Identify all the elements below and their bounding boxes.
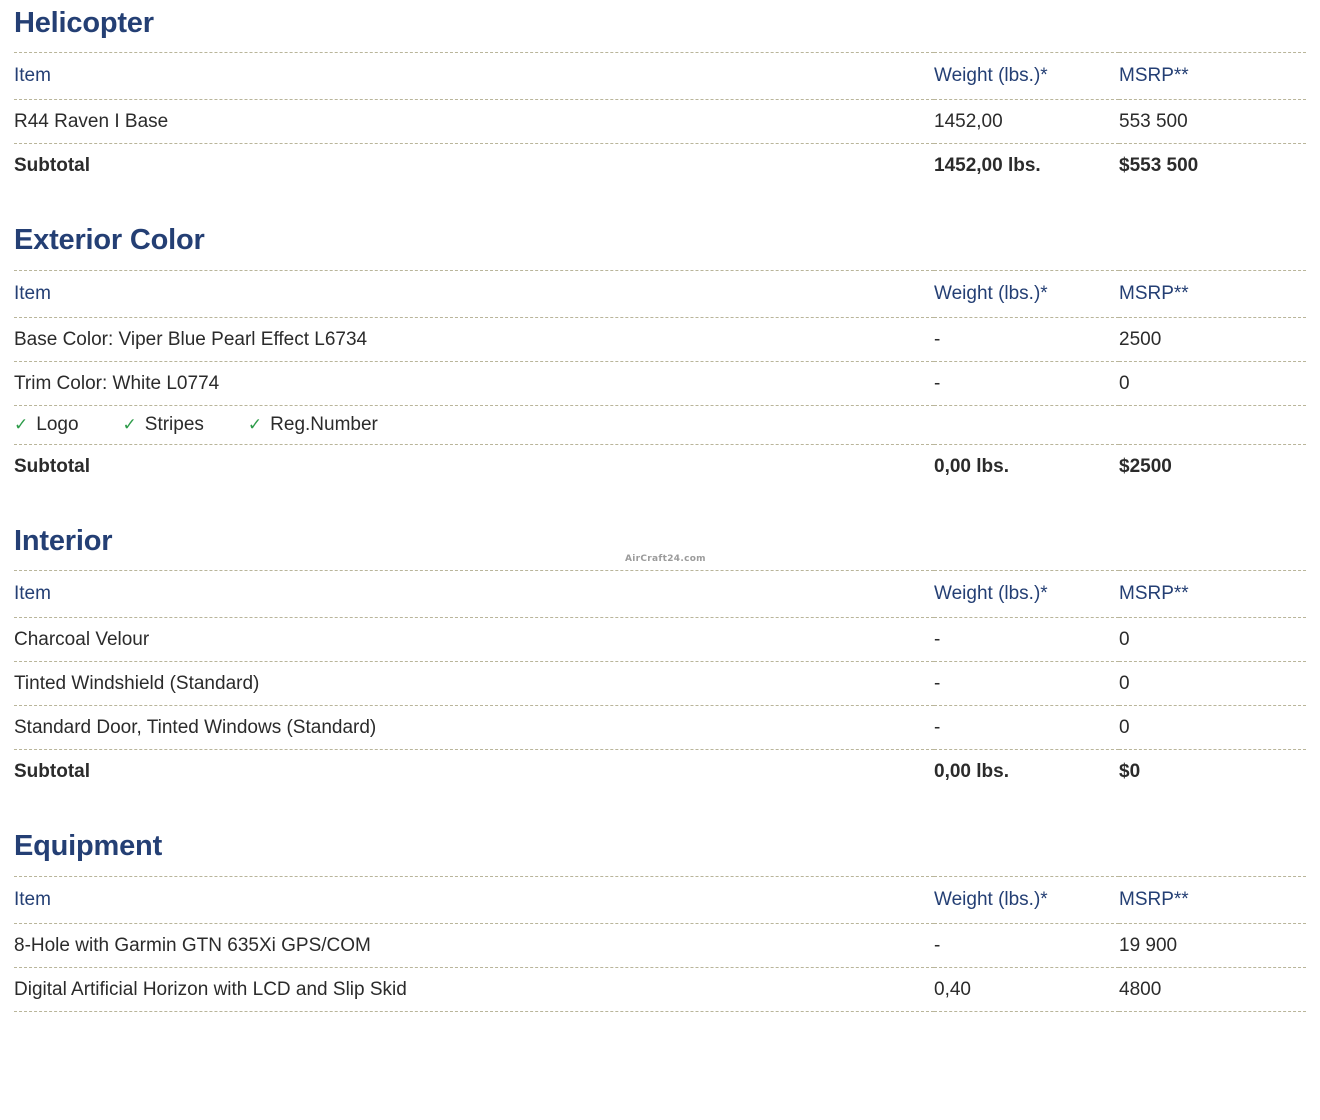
row-msrp: 0 [1119,706,1306,750]
table-row [14,662,1306,706]
row-msrp: 0 [1119,662,1306,706]
column-header-msrp: MSRP** [1119,53,1306,100]
option-label: Reg.Number [270,413,378,435]
options-cell [14,405,1306,444]
subtotal-weight: 0,00 lbs. [934,761,1009,783]
row-weight: - [934,706,1119,750]
table-row [14,923,1306,967]
spec-section [14,831,1306,1011]
table-row [14,317,1306,361]
table-header-row [14,571,1306,618]
table-options-row [14,405,1306,444]
column-header-msrp: MSRP** [1119,876,1306,923]
row-msrp: 4800 [1119,967,1306,1011]
spec-table [14,876,1306,1012]
subtotal-msrp: $553 500 [1119,155,1199,177]
spec-sheet-page [0,8,1320,1036]
table-row [14,100,1306,144]
column-header-weight: Weight (lbs.)* [934,53,1119,100]
check-icon: ✓ [247,415,263,435]
column-header-weight: Weight (lbs.)* [934,270,1119,317]
row-msrp: 2500 [1119,317,1306,361]
column-header-msrp: MSRP** [1119,270,1306,317]
option-list [14,414,1306,436]
row-weight: - [934,662,1119,706]
subtotal-weight: 1452,00 lbs. [934,155,1041,177]
row-weight: - [934,618,1119,662]
row-item-name: Digital Artificial Horizon with LCD and Slip Skid [14,967,934,1011]
row-msrp: 0 [1119,361,1306,405]
table-header-row [14,876,1306,923]
row-msrp: 553 500 [1119,100,1306,144]
table-header-row [14,270,1306,317]
watermark: AirCraft24.com [625,554,706,564]
subtotal-msrp: $2500 [1119,455,1172,477]
row-msrp: 0 [1119,618,1306,662]
section-spacer [14,195,1306,225]
subtotal-label: Subtotal [14,761,90,783]
row-item-name: Base Color: Viper Blue Pearl Effect L6734 [14,317,934,361]
subtotal-weight: 0,00 lbs. [934,455,1009,477]
spec-table [14,52,1306,189]
subtotal-row [14,444,1306,490]
sections-container [14,8,1306,1036]
check-icon: ✓ [14,415,29,435]
table-row [14,706,1306,750]
check-icon: ✓ [122,415,137,435]
row-item-name: 8-Hole with Garmin GTN 635Xi GPS/COM [14,923,934,967]
section-title: Interior [14,524,113,557]
table-row [14,361,1306,405]
row-weight: 1452,00 [934,100,1119,144]
column-header-item: Item [14,876,934,923]
subtotal-msrp: $0 [1119,761,1141,783]
spec-section [14,8,1306,189]
row-weight: 0,40 [934,967,1119,1011]
option-item [123,414,204,436]
option-item [248,414,378,436]
column-header-item: Item [14,53,934,100]
option-label: Logo [36,413,79,435]
row-item-name: Standard Door, Tinted Windows (Standard) [14,706,934,750]
section-title: Exterior Color [14,224,205,257]
row-item-name: Tinted Windshield (Standard) [14,662,934,706]
column-header-item: Item [14,270,934,317]
section-title: Helicopter [14,7,154,39]
row-weight: - [934,923,1119,967]
subtotal-row [14,750,1306,796]
section-spacer [14,496,1306,526]
section-title: Equipment [14,830,163,863]
subtotal-label: Subtotal [14,455,90,477]
table-row [14,967,1306,1011]
subtotal-row [14,144,1306,190]
row-item-name: R44 Raven I Base [14,100,934,144]
row-weight: - [934,361,1119,405]
option-label: Stripes [144,413,204,435]
row-msrp: 19 900 [1119,923,1306,967]
table-header-row [14,53,1306,100]
column-header-weight: Weight (lbs.)* [934,876,1119,923]
spec-section [14,225,1306,489]
row-item-name: Charcoal Velour [14,618,934,662]
subtotal-label: Subtotal [14,155,90,177]
option-item [14,414,79,436]
section-spacer [14,801,1306,831]
row-item-name: Trim Color: White L0774 [14,361,934,405]
row-weight: - [934,317,1119,361]
column-header-msrp: MSRP** [1119,571,1306,618]
spec-table [14,570,1306,795]
column-header-item: Item [14,571,934,618]
column-header-weight: Weight (lbs.)* [934,571,1119,618]
spec-table [14,270,1306,490]
section-spacer [14,1018,1306,1036]
spec-section [14,526,1306,795]
table-row [14,618,1306,662]
